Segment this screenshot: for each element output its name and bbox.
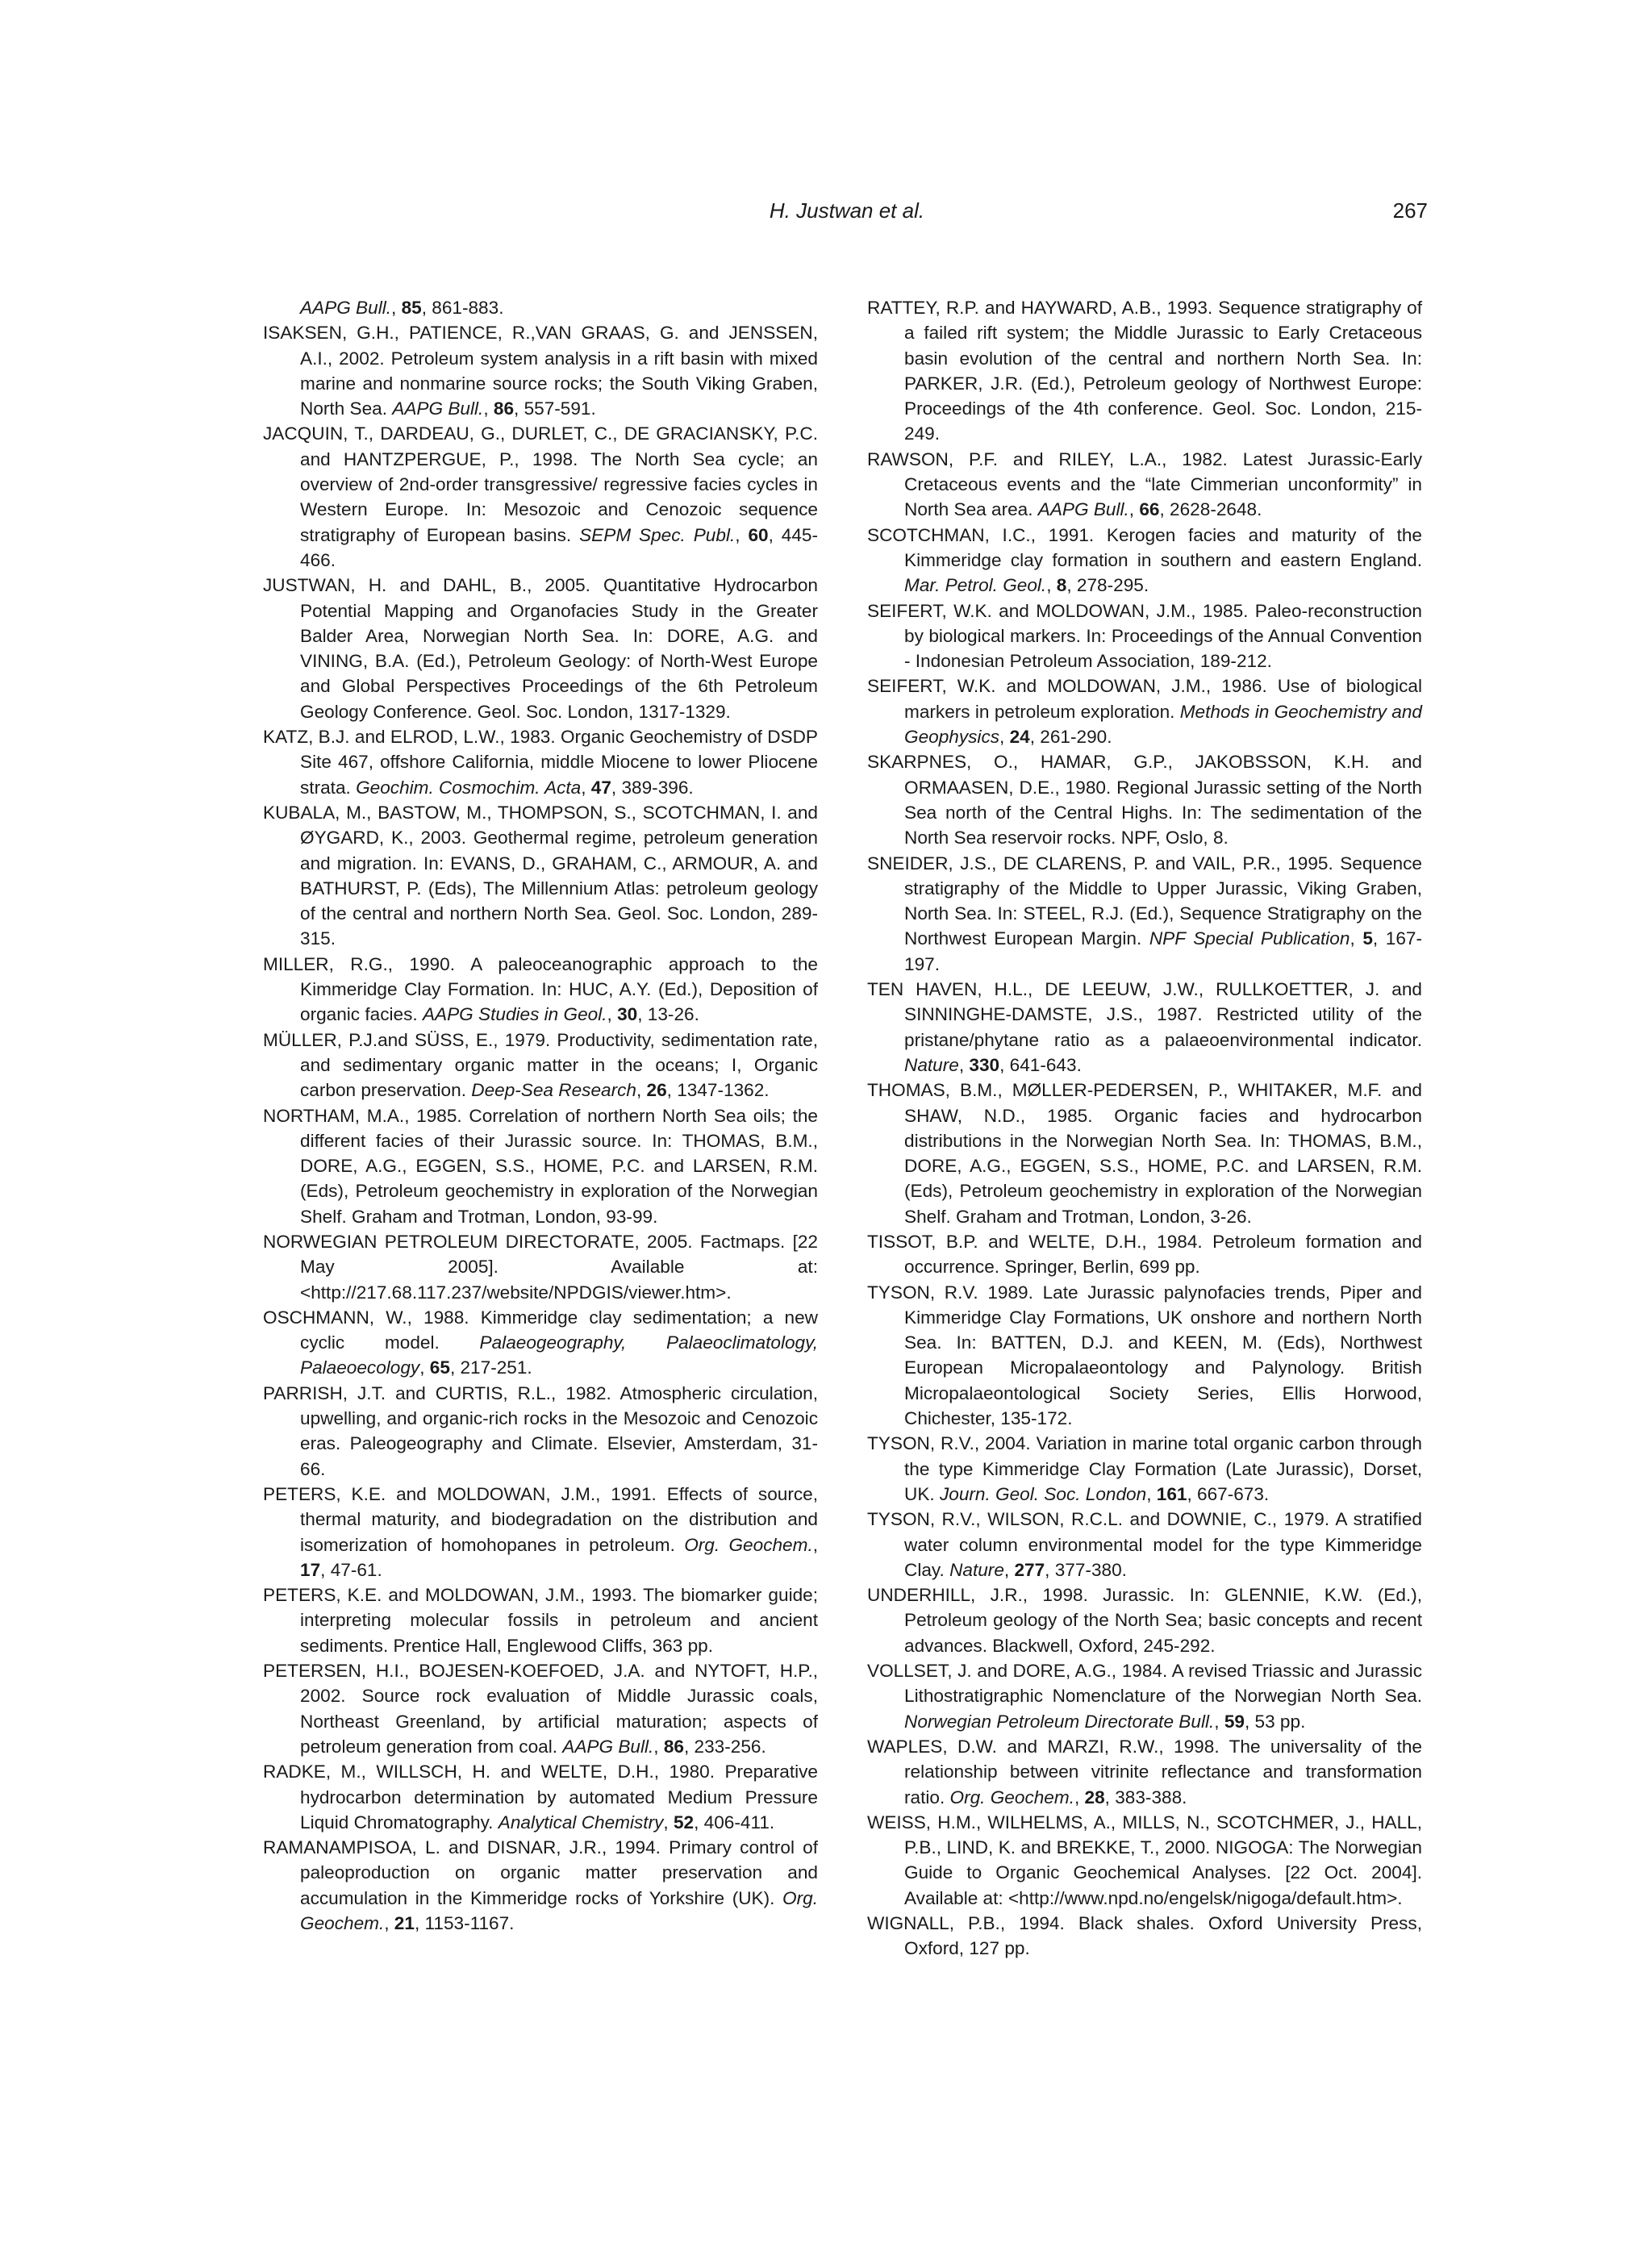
reference-text: , 278-295. [1066,575,1149,596]
reference-text: , [958,1054,970,1075]
reference-text: , 861-883. [421,298,504,318]
reference-text: , 641-643. [999,1054,1082,1075]
reference-entry [263,1103,818,1229]
reference-journal: AAPG Bull. [300,298,392,318]
reference-entry [263,1482,818,1582]
running-header-title: H. Justwan et al. [769,198,925,223]
reference-journal: Deep-Sea Research [471,1080,636,1101]
reference-text: , 383-388. [1104,1787,1187,1807]
reference-entry [263,1229,818,1305]
reference-volume: 30 [617,1004,638,1025]
reference-text: , [663,1812,674,1832]
reference-journal: Norwegian Petroleum Directorate Bull. [904,1711,1215,1732]
reference-entry [263,1658,818,1759]
reference-text: WEISS, H.M., WILHELMS, A., MILLS, N., SCOTCHMER, J., HALL, P.B., LIND, K. and BREKKE, T., 2000. NIGOGA: The Norwegian Guide to Organic Geochemical Analyses. [22 Oct. 2004]. Available at: <http://www.npd.no/engelsk/nigoga/default.htm>. [867,1812,1422,1908]
reference-entry [263,320,818,421]
reference-journal: Mar. Petrol. Geol. [904,575,1047,596]
reference-text: , 233-256. [684,1736,766,1757]
reference-journal: NPF Special Publication [1149,928,1350,949]
reference-journal: Org. Geochem. [300,1887,818,1933]
reference-entry [867,1911,1422,1962]
reference-volume: 8 [1056,575,1067,596]
reference-text: SNEIDER, J.S., DE CLARENS, P. and VAIL, P.R., 1995. Sequence stratigraphy of the Middle to Upper Jurassic, Viking Graben, North Sea. In: STEEL, R.J. (Ed.), Sequence Stratigraphy on the Northwest European Margin. [867,853,1422,949]
reference-volume: 28 [1084,1787,1105,1807]
reference-volume: 60 [748,524,769,545]
reference-entry [263,800,818,952]
reference-text: , 1153-1167. [414,1913,515,1933]
reference-text: VOLLSET, J. and DORE, A.G., 1984. A revised Triassic and Jurassic Lithostratigraphic Nomenclature of the Norwegian North Sea. [867,1661,1422,1707]
reference-journal: Analytical Chemistry [498,1812,664,1832]
reference-text: NORWEGIAN PETROLEUM DIRECTORATE, 2005. Factmaps. [22 May 2005]. Available at: <http://217.68.117.237/website/NPDGIS/viewer.htm>. [263,1231,818,1303]
reference-volume: 47 [590,777,611,798]
reference-text: JUSTWAN, H. and DAHL, B., 2005. Quantitative Hydrocarbon Potential Mapping and Organofacies Study in the Greater Balder Area, Norwegian North Sea. In: DORE, A.G. and VINING, B.A. (Ed.), Petroleum Geology: of North-West Europe and Global Perspectives Proceedings of the 6th Petroleum Geology Conference. Geol. Soc. London, 1317-1329. [263,575,818,722]
reference-volume: 330 [969,1054,1000,1075]
reference-text: WIGNALL, P.B., 1994. Black shales. Oxford University Press, Oxford, 127 pp. [867,1913,1422,1959]
reference-entry [867,673,1422,749]
reference-entry [263,724,818,800]
reference-volume: 21 [394,1913,415,1933]
reference-text: SCOTCHMAN, I.C., 1991. Kerogen facies and maturity of the Kimmeridge clay formation in southern and eastern England. [867,524,1422,570]
reference-volume: 59 [1224,1711,1245,1732]
reference-journal: SEPM Spec. Publ. [579,524,736,545]
reference-entry [867,1280,1422,1432]
reference-text: , 217-251. [449,1357,532,1378]
reference-journal: Journ. Geol. Soc. London [939,1483,1147,1504]
reference-text: , [999,727,1010,748]
reference-entry [867,1507,1422,1582]
reference-text: , [391,298,402,318]
reference-text: , 47-61. [320,1559,382,1580]
reference-text: RADKE, M., WILLSCH, H. and WELTE, D.H., 1980. Preparative hydrocarbon determination by automated Medium Pressure Liquid Chromatography. [263,1762,818,1832]
reference-journal: Geochim. Cosmochim. Acta [356,777,582,798]
reference-text: JACQUIN, T., DARDEAU, G., DURLET, C., DE GRACIANSKY, P.C. and HANTZPERGUE, P., 1998. The North Sea cycle; an overview of 2nd-order transgressive/ regressive facies cycles in Western Europe. In: Mesozoic and Cenozoic sequence stratigraphy of European basins. [263,423,818,545]
references-left-column [263,295,818,1936]
reference-text: , 445-466. [300,524,819,570]
reference-text: , [1046,575,1057,596]
reference-entry [867,977,1422,1078]
reference-entry [867,523,1422,598]
reference-entry [867,447,1422,523]
reference-text: RAWSON, P.F. and RILEY, L.A., 1982. Latest Jurassic-Early Cretaceous events and the “late Cimmerian unconformity” in North Sea area. [867,448,1422,520]
reference-entry [263,1582,818,1658]
reference-volume: 65 [429,1357,450,1378]
reference-journal: AAPG Studies in Geol. [422,1004,607,1025]
reference-text: , 261-290. [1029,727,1112,748]
reference-text: , 389-396. [611,777,694,798]
reference-journal: AAPG Bull. [562,1736,654,1757]
reference-entry [867,295,1422,447]
reference-text: , 2628-2648. [1159,499,1262,520]
reference-journal: Nature [949,1559,1004,1580]
reference-journal: Org. Geochem. [684,1534,813,1555]
reference-text: PETERSEN, H.I., BOJESEN-KOEFOED, J.A. and NYTOFT, H.P., 2002. Source rock evaluation of Middle Jurassic coals, Northeast Greenland, by artificial maturation; aspects of petroleum generation from coal. [263,1661,818,1757]
reference-entry [867,1582,1422,1658]
reference-journal: Nature [904,1054,959,1075]
reference-entry [867,598,1422,674]
reference-journal: AAPG Bull. [1037,499,1129,520]
reference-text: , 406-411. [694,1812,775,1832]
reference-text: RAMANAMPISOA, L. and DISNAR, J.R., 1994. Primary control of paleoproduction on organic matter preservation and accumulation in the Kimmeridge rocks of Yorkshire (UK). [263,1837,818,1908]
reference-text: , [384,1913,394,1933]
reference-entry [867,1734,1422,1810]
reference-text: , 667-673. [1187,1483,1270,1504]
reference-text: KUBALA, M., BASTOW, M., THOMPSON, S., SCOTCHMAN, I. and ØYGARD, K., 2003. Geothermal regime, petroleum generation and migration. In: EVANS, D., GRAHAM, C., ARMOUR, A. and BATHURST, P. (Eds), The Millennium Atlas: petroleum geology of the central and northern North Sea. Geol. Soc. London, 289-315. [263,802,818,949]
reference-volume: 52 [673,1812,695,1832]
reference-text: , [419,1357,430,1378]
reference-journal: Org. Geochem. [949,1787,1074,1807]
reference-entry [867,1431,1422,1507]
reference-text: KATZ, B.J. and ELROD, L.W., 1983. Organic Geochemistry of DSDP Site 467, offshore California, middle Miocene to lower Pliocene strata. [263,727,818,798]
reference-text: TYSON, R.V., WILSON, R.C.L. and DOWNIE, C., 1979. A stratified water column environmental model for the type Kimmeridge Clay. [867,1509,1422,1580]
reference-text: , 377-380. [1045,1559,1127,1580]
reference-volume: 5 [1362,928,1373,949]
reference-text: UNDERHILL, J.R., 1998. Jurassic. In: GLENNIE, K.W. (Ed.), Petroleum geology of the North Sea; basic concepts and recent advances. Blackwell, Oxford, 245-292. [867,1585,1422,1656]
reference-text: RATTEY, R.P. and HAYWARD, A.B., 1993. Sequence stratigraphy of a failed rift system; the Middle Jurassic to Early Cretaceous basin evolution of the central and northern North Sea. In: PARKER, J.R. (Ed.), Petroleum geology of Northwest Europe: Proceedings of the 4th conference. Geol. Soc. London, 215-249. [867,298,1422,444]
reference-entry [867,749,1422,850]
reference-text: , [581,777,591,798]
reference-text: PETERS, K.E. and MOLDOWAN, J.M., 1991. Effects of source, thermal maturity, and biodegradation on the distribution and isomerization of homohopanes in petroleum. [263,1483,818,1555]
reference-entry [263,573,818,724]
reference-entry [263,421,818,573]
reference-text: , [607,1004,618,1025]
page-number: 267 [1392,198,1428,223]
reference-text: TISSOT, B.P. and WELTE, D.H., 1984. Petroleum formation and occurrence. Springer, Berlin, 699 pp. [867,1231,1422,1278]
reference-volume: 86 [663,1736,684,1757]
reference-text: , [1214,1711,1224,1732]
reference-entry [867,851,1422,977]
reference-text: , [735,524,749,545]
reference-volume: 17 [300,1559,321,1580]
reference-text: OSCHMANN, W., 1988. Kimmeridge clay sedimentation; a new cyclic model. [263,1307,818,1353]
reference-text: TYSON, R.V., 2004. Variation in marine total organic carbon through the type Kimmeridge Clay Formation (Late Jurassic), Dorset, UK. [867,1433,1422,1504]
reference-volume: 24 [1009,727,1030,748]
reference-volume: 26 [646,1080,667,1101]
reference-journal: AAPG Bull. [392,398,484,419]
reference-text: , [483,398,494,419]
reference-text: ISAKSEN, G.H., PATIENCE, R.,VAN GRAAS, G. and JENSSEN, A.I., 2002. Petroleum system analysis in a rift basin with mixed marine and nonmarine source rocks; the South Viking Graben, North Sea. [263,323,818,419]
reference-text: , [812,1534,818,1555]
reference-text: TYSON, R.V. 1989. Late Jurassic palynofacies trends, Piper and Kimmeridge Clay Formations, UK onshore and northern North Sea. In: BATTEN, D.J. and KEEN, M. (Eds), Northwest European Micropalaeontology and Palynology. British Micropalaeontological Society Series, Ellis Horwood, Chichester, 135-172. [867,1282,1422,1429]
reference-text: , 53 pp. [1244,1711,1306,1732]
reference-text: NORTHAM, M.A., 1985. Correlation of northern North Sea oils; the different facies of their Jurassic source. In: THOMAS, B.M., DORE, A.G., EGGEN, S.S., HOME, P.C. and LARSEN, R.M. (Eds), Petroleum geochemistry in exploration of the Norwegian Shelf. Graham and Trotman, London, 93-99. [263,1105,818,1227]
reference-journal: Methods in Geochemistry and Geophysics [904,701,1422,748]
reference-entry [263,295,818,320]
reference-text: SKARPNES, O., HAMAR, G.P., JAKOBSSON, K.H. and ORMAASEN, D.E., 1980. Regional Jurassic setting of the North Sea north of the Central Highs. In: The sedimentation of the North Sea reservoir rocks. NPF, Oslo, 8. [867,752,1422,848]
reference-text: , [653,1736,664,1757]
reference-text: PARRISH, J.T. and CURTIS, R.L., 1982. Atmospheric circulation, upwelling, and organic-rich rocks in the Mesozoic and Cenozoic eras. Paleogeography and Climate. Elsevier, Amsterdam, 31-66. [263,1382,818,1479]
reference-volume: 161 [1156,1483,1187,1504]
reference-text: PETERS, K.E. and MOLDOWAN, J.M., 1993. The biomarker guide; interpreting molecular fossils in petroleum and ancient sediments. Prentice Hall, Englewood Cliffs, 363 pp. [263,1585,818,1656]
reference-text: THOMAS, B.M., MØLLER-PEDERSEN, P., WHITAKER, M.F. and SHAW, N.D., 1985. Organic facies and hydrocarbon distributions in the Norwegian North Sea. In: THOMAS, B.M., DORE, A.G., EGGEN, S.S., HOME, P.C. and LARSEN, R.M. (Eds), Petroleum geochemistry in exploration of the Norwegian Shelf. Graham and Trotman, London, 3-26. [867,1080,1422,1227]
reference-entry [263,1759,818,1835]
reference-text: , [1003,1559,1015,1580]
reference-entry [263,1028,818,1103]
reference-volume: 85 [401,298,422,318]
reference-entry [867,1078,1422,1229]
reference-text: , 1347-1362. [666,1080,770,1101]
reference-volume: 86 [493,398,515,419]
reference-entry [263,1381,818,1482]
reference-journal: Palaeogeography, Palaeoclimatology, Palaeoecology [300,1332,818,1378]
reference-volume: 277 [1014,1559,1045,1580]
reference-volume: 66 [1139,499,1160,520]
reference-text: , [1350,928,1363,949]
reference-text: WAPLES, D.W. and MARZI, R.W., 1998. The universality of the relationship between vitrinite reflectance and transformation ratio. [867,1736,1422,1807]
reference-entry [263,1305,818,1381]
reference-text: , [636,1080,647,1101]
reference-text: , [1074,1787,1085,1807]
reference-text: MÜLLER, P.J.and SÜSS, E., 1979. Productivity, sedimentation rate, and sedimentary organic matter in the oceans; I, Organic carbon preservation. [263,1029,818,1101]
reference-entry [263,1835,818,1936]
reference-text: , 557-591. [514,398,596,419]
reference-text: SEIFERT, W.K. and MOLDOWAN, J.M., 1985. Paleo-reconstruction by biological markers. In: Proceedings of the Annual Convention - Indonesian Petroleum Association, 189-212. [867,600,1422,672]
reference-text: , 13-26. [637,1004,699,1025]
reference-text: , 167-197. [904,928,1422,974]
reference-entry [867,1229,1422,1280]
reference-entry [867,1658,1422,1734]
reference-text: SEIFERT, W.K. and MOLDOWAN, J.M., 1986. Use of biological markers in petroleum exploration. [867,676,1422,722]
reference-text: TEN HAVEN, H.L., DE LEEUW, J.W., RULLKOETTER, J. and SINNINGHE-DAMSTE, J.S., 1987. Restricted utility of the pristane/phytane ratio as a palaeoenvironmental indicator. [867,979,1422,1050]
reference-text: MILLER, R.G., 1990. A paleoceanographic approach to the Kimmeridge Clay Formation. In: HUC, A.Y. (Ed.), Deposition of organic facies. [263,953,818,1025]
references-right-column [867,295,1422,1962]
reference-text: , [1146,1483,1157,1504]
reference-entry [867,1810,1422,1911]
reference-text: , [1128,499,1140,520]
reference-entry [263,952,818,1028]
